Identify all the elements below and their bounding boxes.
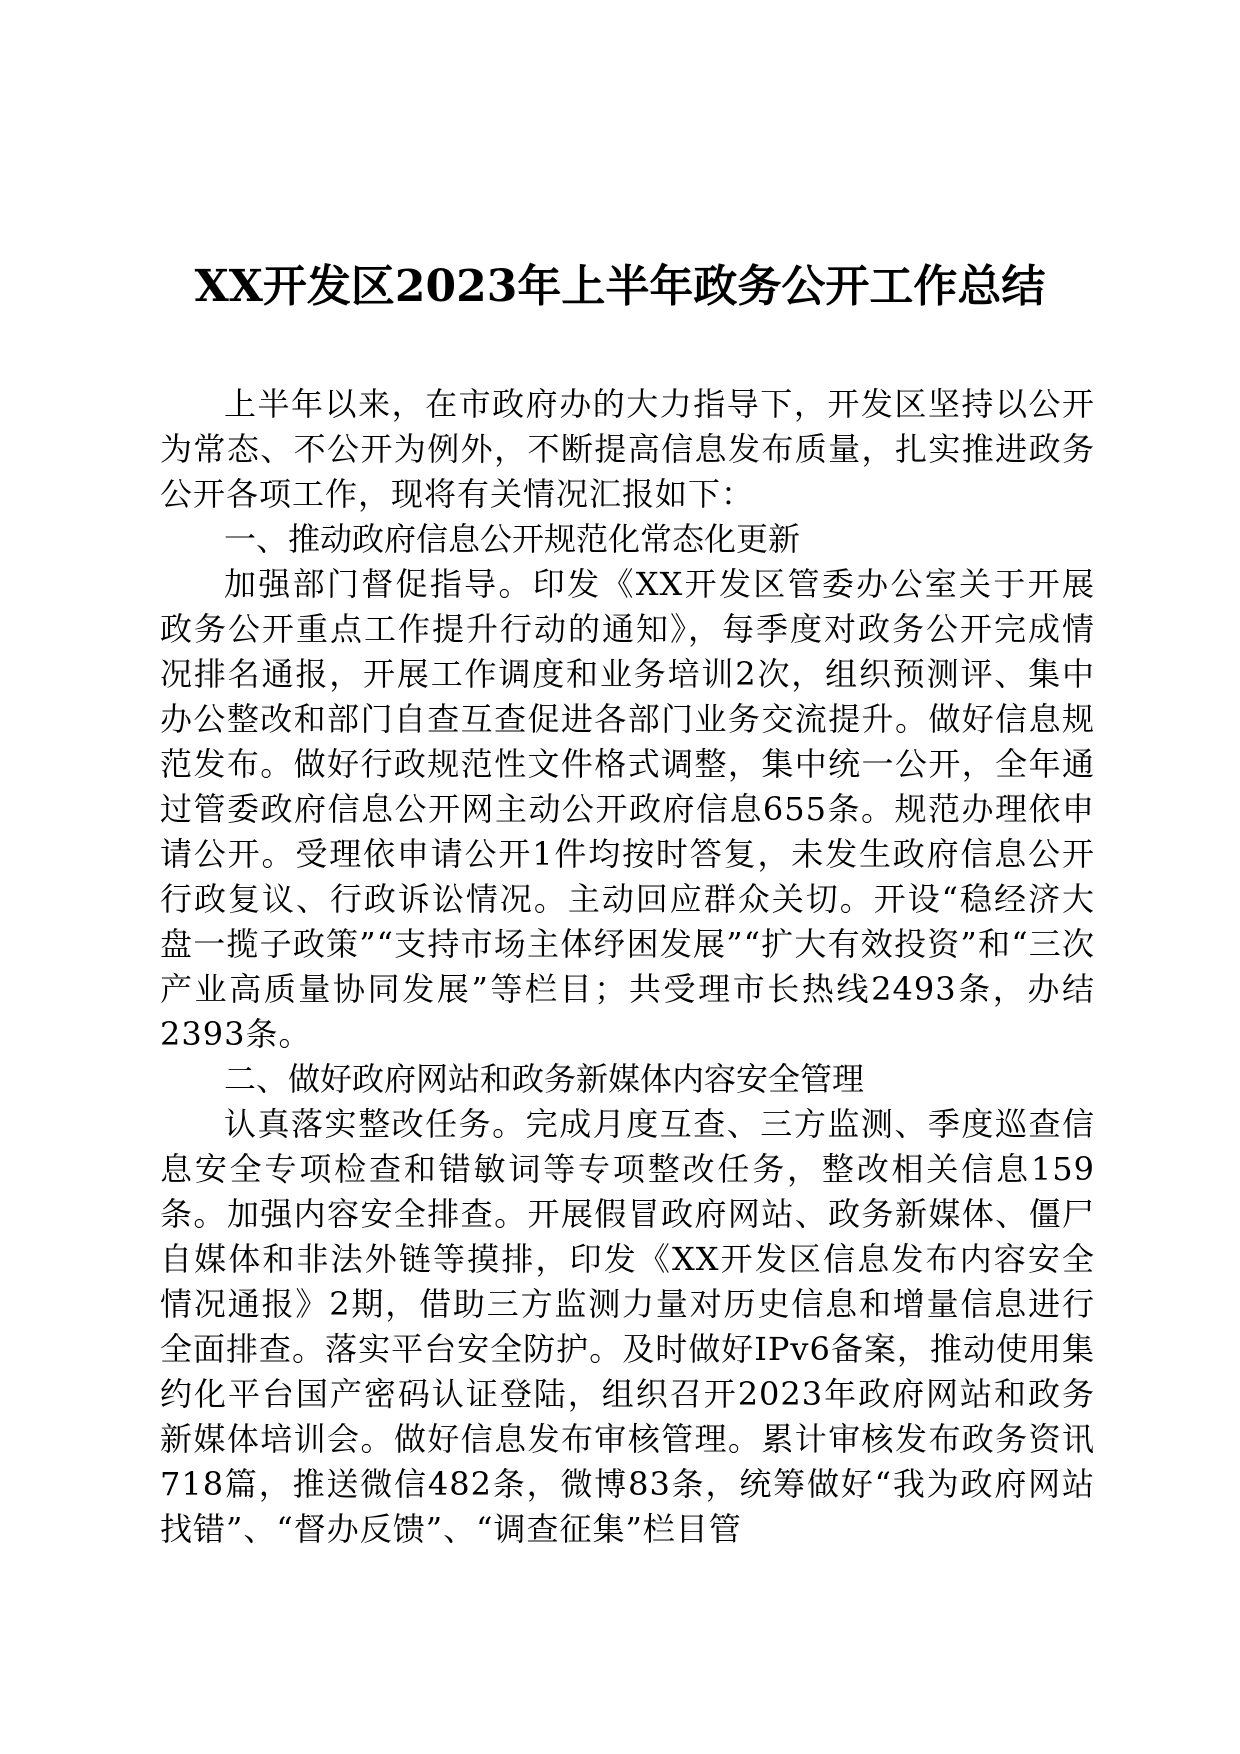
document-title: XX开发区2023年上半年政务公开工作总结 (194, 261, 1046, 313)
document-body (160, 382, 1095, 1552)
intro-paragraph: 上半年以来，在市政府办的大力指导下，开发区坚持以公开为常态、不公开为例外，不断提高信息发布质量，扎实推进政务公开各项工作，现将有关情况汇报如下： (160, 385, 1095, 513)
section-1-paragraph: 加强部门督促指导。印发《XX开发区管委办公室关于开展政务公开重点工作提升行动的通知》，每季度对政务公开完成情况排名通报，开展工作调度和业务培训2次，组织预测评、集中办公整改和部门自查互查促进各部门业务交流提升。做好信息规范发布。做好行政规范性文件格式调整，集中统一公开，全年通过管委政府信息公开网主动公开政府信息655条。规范办理依申请公开。受理依申请公开1件均按时答复，未发生政府信息公开行政复议、行政诉讼情况。主动回应群众关切。开设“稳经济大盘一揽子政策”“支持市场主体纾困发展”“扩大有效投资”和“三次产业高质量协同发展”等栏目；共受理市长热线2493条，办结2393条。 (160, 565, 1095, 1053)
section-heading-2: 二、做好政府网站和政务新媒体内容安全管理 (224, 1060, 865, 1098)
section-heading-1: 一、推动政府信息公开规范化常态化更新 (224, 520, 801, 558)
section-2-paragraph: 认真落实整改任务。完成月度互查、三方监测、季度巡查信息安全专项检查和错敏词等专项整改任务，整改相关信息159条。加强内容安全排查。开展假冒政府网站、政务新媒体、僵尸自媒体和非法外链等摸排，印发《XX开发区信息发布内容安全情况通报》2期，借助三方监测力量对历史信息和增量信息进行全面排查。落实平台安全防护。及时做好IPv6备案，推动使用集约化平台国产密码认证登陆，组织召开2023年政府网站和政务新媒体培训会。做好信息发布审核管理。累计审核发布政务资讯718篇，推送微信482条，微博83条，统筹做好“我为政府网站找错”、“督办反馈”、“调查征集”栏目管 (160, 1105, 1095, 1548)
